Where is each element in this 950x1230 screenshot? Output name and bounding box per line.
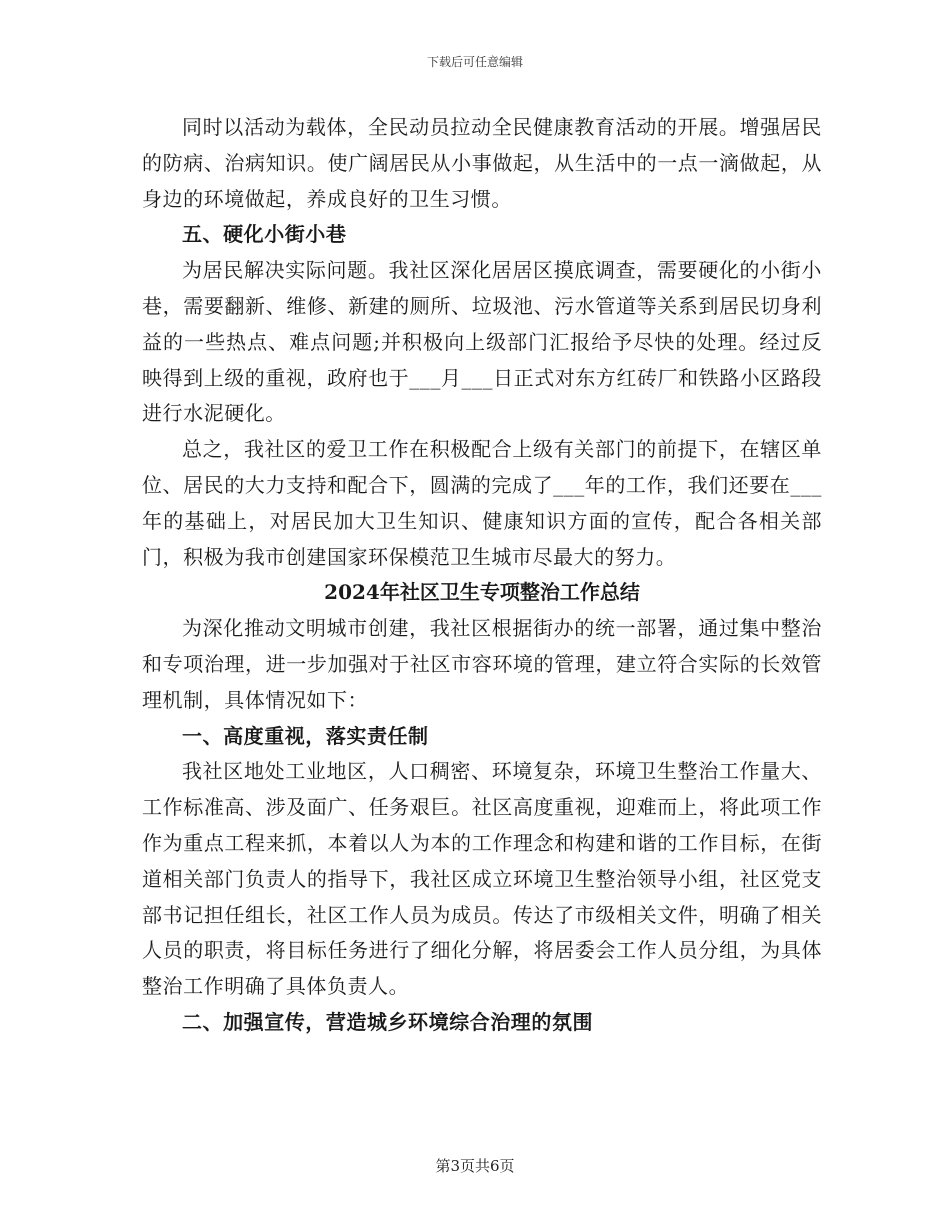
document-title: 2024年社区卫生专项整治工作总结 (324, 580, 640, 605)
paragraph-alley-hardening: 为居民解决实际问题。我社区深化居居区摸底调查，需要硬化的小街小巷，需要翻新、维修、新建的厕所、垃圾池、污水管道等关系到居民切身利益的一些热点、难点问题;并积极向上级部门汇报给予尽快的处理。经过反映得到上级的重视，政府也于___月___日正式对东方红砖厂和铁路小区路段进行水泥硬化。 (142, 258, 822, 426)
page-number: 第3页共6页 (435, 1157, 515, 1175)
paragraph-health-education: 同时以活动为载体，全民动员拉动全民健康教育活动的开展。增强居民的防病、治病知识。使广阔居民从小事做起，从生活中的一点一滴做起，从身边的环境做起，养成良好的卫生习惯。 (142, 115, 822, 211)
paragraph-responsibility: 我社区地处工业地区，人口稠密、环境复杂，环境卫生整治工作量大、工作标准高、涉及面广、任务艰巨。社区高度重视，迎难而上，将此项工作作为重点工程来抓，本着以人为本的工作理念和构建和谐的工作目标，在街道相关部门负责人的指导下，我社区成立环境卫生整治领导小组，社区党支部书记担任组长，社区工作人员为成员。传达了市级相关文件，明确了相关人员的职责，将目标任务进行了细化分解，将居委会工作人员分组，为具体整治工作明确了具体负责人。 (142, 759, 822, 999)
paragraph-conclusion: 总之，我社区的爱卫工作在积极配合上级有关部门的前提下，在辖区单位、居民的大力支持和配合下，圆满的完成了___年的工作，我们还要在___年的基础上，对居民加大卫生知识、健康知识方面的宣传，配合各相关部门，积极为我市创建国家环保模范卫生城市尽最大的努力。 (142, 437, 822, 569)
document-body (142, 110, 822, 1041)
section-heading-responsibility: 一、高度重视，落实责任制 (182, 723, 429, 748)
section-heading-alley-hardening: 五、硬化小街小巷 (182, 222, 347, 247)
page-header: 下载后可任意编辑 (426, 55, 523, 69)
paragraph-intro: 为深化推动文明城市创建，我社区根据街办的统一部署，通过集中整治和专项治理，进一步加强对于社区市容环境的管理，建立符合实际的长效管理机制，具体情况如下： (142, 616, 822, 712)
section-heading-publicity: 二、加强宣传，营造城乡环境综合治理的氛围 (182, 1009, 593, 1034)
